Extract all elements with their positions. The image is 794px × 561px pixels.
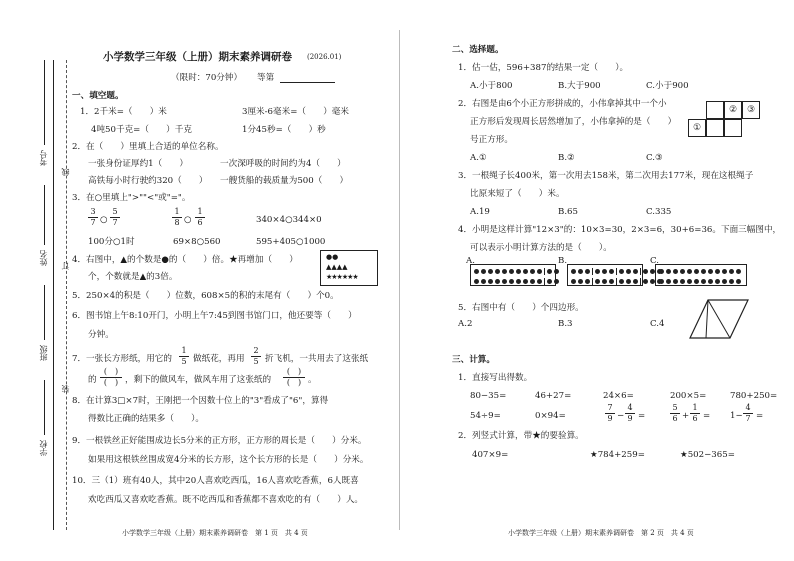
- xingming-field[interactable]: [44, 185, 45, 245]
- page-divider: [399, 30, 400, 530]
- kaohao-field[interactable]: [44, 60, 45, 145]
- k2c: ★502−365=: [680, 450, 735, 460]
- q1c: 4吨50千克=（ ）千克: [91, 125, 192, 135]
- dot: [602, 269, 607, 274]
- side-label-xuexiao: 学校: [39, 440, 48, 456]
- dot: [602, 279, 607, 284]
- k2b: ★784+259=: [590, 450, 645, 460]
- dot-array-c: [655, 264, 747, 286]
- q3-frac-3-7: 3 7: [88, 208, 98, 227]
- dot: [643, 279, 648, 284]
- six-squares-figure: [688, 101, 756, 137]
- q3-frac-5-7: 5 7: [110, 208, 120, 227]
- q3c: 69×8○560: [173, 237, 221, 247]
- section3-heading: 三、计算。: [452, 355, 495, 365]
- q4b: 个，个数就是▲的3倍。: [88, 272, 178, 282]
- c3b: 比原来短了（ ）米。: [470, 189, 565, 199]
- dot: [609, 279, 614, 284]
- page-title: 小学数学三年级（上册）期末素养调研卷: [103, 51, 292, 63]
- q3: 3．在○里填上">""<"或"="。: [72, 193, 191, 203]
- dot: [736, 279, 741, 284]
- q8a: 8．在计算3□×7时，王刚把一个因数十位上的"3"看成了"6"，算得: [72, 396, 329, 406]
- dot: [673, 279, 678, 284]
- dot: [715, 279, 720, 284]
- q1b: 3厘米-6毫米=（ ）毫米: [242, 107, 349, 117]
- q2d: 一艘货船的载质量为500（ ）: [220, 176, 349, 186]
- k1-frac-4-7: 4 7: [743, 404, 753, 423]
- dot: [571, 269, 576, 274]
- q10b: 欢吃西瓜又喜欢吃香蕉。既不吃西瓜和香蕉都不喜欢吃的有（ ）人。: [88, 495, 364, 505]
- c5opt-a: A.2: [458, 319, 473, 329]
- q8b: 得数比正确的结果多（ ）。: [88, 414, 205, 424]
- dot: [571, 279, 576, 284]
- banji-field[interactable]: [44, 285, 45, 340]
- c5: 5．右图中有（ ）个四边形。: [458, 303, 584, 313]
- dot: [585, 279, 590, 284]
- dot: [680, 269, 685, 274]
- q3b: 100分○1时: [88, 237, 135, 247]
- dot: [701, 279, 706, 284]
- c4opt-a: A.: [466, 256, 475, 266]
- dot: [666, 279, 671, 284]
- c5opt-b: B.3: [558, 319, 573, 329]
- time-limit: （限时：70分钟）: [171, 73, 243, 83]
- dot-array-a: [470, 264, 556, 286]
- q3a: 340×4○344×0: [256, 215, 322, 225]
- q4a: 4．右图中，▲的个数是●的（ ）倍。★再增加（ ）: [72, 255, 298, 265]
- k1-frac-5-6: 5 6: [670, 404, 680, 423]
- dot: [502, 269, 507, 274]
- dot: [578, 279, 583, 284]
- k1-r1-3: 200×5=: [670, 391, 707, 401]
- side-label-xian: 线: [61, 168, 70, 176]
- q7a-post: 折飞机，一共用去了这张纸: [265, 354, 369, 364]
- dot: [502, 279, 507, 284]
- dot: [701, 269, 706, 274]
- dot: [694, 269, 699, 274]
- dot: [547, 269, 552, 274]
- q7b-pre: 的: [88, 375, 97, 385]
- square: [706, 101, 724, 119]
- side-label-xingming: 姓名: [39, 250, 48, 266]
- right-footer: 小学数学三年级（上册）期末素养调研卷 第 2 页 共 4 页: [508, 529, 694, 537]
- dot: [530, 279, 535, 284]
- dot: [666, 269, 671, 274]
- dot: [722, 269, 727, 274]
- q3-circle-1[interactable]: ○: [100, 215, 108, 225]
- c1a: A.小于800: [470, 81, 513, 91]
- section1-heading: 一、填空题。: [72, 91, 124, 101]
- dot: [578, 269, 583, 274]
- c3opt-a: A.19: [470, 207, 490, 217]
- c2b: 正方形后发现周长居然增加了，小伟拿掉的是（ ）: [470, 117, 677, 127]
- dot: [495, 279, 500, 284]
- q2: 2．在（ ）里填上合适的单位名称。: [72, 142, 224, 152]
- c1b: B.大于900: [558, 81, 601, 91]
- k1: 1．直接写出得数。: [458, 373, 533, 383]
- dot: [509, 279, 514, 284]
- dot: [609, 269, 614, 274]
- dot: [619, 269, 624, 274]
- q2a: 一张身份证厚约1（ ）: [88, 159, 188, 169]
- q1a: 1．2千米=（ ）米: [80, 107, 167, 117]
- c2c: 号正方形。: [470, 135, 513, 145]
- k2: 2．列竖式计算，带★的要验算。: [458, 431, 584, 441]
- one-minus: 1−: [730, 411, 743, 421]
- dot: [474, 279, 479, 284]
- dot: [722, 279, 727, 284]
- k1-r1-2: 24×6=: [603, 391, 634, 401]
- dot: [626, 269, 631, 274]
- plus-sign: +: [682, 411, 690, 421]
- grade-label: 等第: [257, 73, 275, 83]
- equals-sign: =: [638, 411, 646, 421]
- q7-frac-2-5: 2 5: [251, 347, 261, 366]
- k1-r1-4: 780+250=: [730, 391, 778, 401]
- c3opt-b: B.65: [558, 207, 578, 217]
- c4b: 可以表示小明计算方法的是（ ）。: [470, 243, 612, 253]
- dot: [481, 279, 486, 284]
- k1-r1-0: 80−35=: [470, 391, 507, 401]
- dot: [509, 269, 514, 274]
- dot: [687, 279, 692, 284]
- c3opt-c: C.335: [646, 207, 672, 217]
- square: [724, 119, 742, 137]
- q3-circle-2[interactable]: ○: [184, 215, 192, 225]
- c2opt-c: C.③: [646, 153, 663, 163]
- dot: [554, 269, 559, 274]
- k1-r2-1: 0×94=: [535, 411, 566, 421]
- dot: [694, 279, 699, 284]
- dot: [736, 269, 741, 274]
- dot: [537, 279, 542, 284]
- dot: [530, 269, 535, 274]
- q9b: 如果用这根铁丝围成宽4分米的长方形，这个长方形的长是（ ）分米。: [88, 455, 369, 465]
- dot: [595, 279, 600, 284]
- exam-date: (2026.01): [307, 53, 342, 61]
- c1: 1．估一估，596+387的结果一定（ ）。: [458, 63, 629, 73]
- dot: [554, 279, 559, 284]
- dot: [516, 269, 521, 274]
- side-label-kaohao: 考号: [39, 150, 48, 166]
- dot: [488, 269, 493, 274]
- c4opt-c: C.: [650, 256, 660, 266]
- circle-icon-row: ●●: [326, 253, 339, 261]
- equals-sign: =: [703, 411, 711, 421]
- q1d: 1分45秒=（ ）秒: [242, 125, 326, 135]
- square: [706, 119, 724, 137]
- dot: [643, 269, 648, 274]
- side-label-ding: 订: [61, 262, 70, 270]
- dot: [474, 269, 479, 274]
- dot: [659, 279, 664, 284]
- dot: [687, 269, 692, 274]
- k1-r1-1: 46+27=: [535, 391, 572, 401]
- k1-frac-1-6: 1 6: [690, 404, 700, 423]
- q7b-mid: ，剩下的做风车，做风车用了这张纸的: [125, 375, 272, 385]
- k1-r2-0: 54÷9=: [470, 411, 501, 421]
- dot: [585, 269, 590, 274]
- dot: [633, 269, 638, 274]
- c2opt-b: B.②: [558, 153, 575, 163]
- dot: [680, 279, 685, 284]
- dot: [729, 279, 734, 284]
- q3-frac-1-6: 1 6: [195, 208, 205, 227]
- square-3: ③: [742, 101, 760, 119]
- dot: [633, 279, 638, 284]
- k1-frac-4-9: 4 9: [625, 404, 635, 423]
- left-footer: 小学数学三年级（上册）期末素养调研卷 第 1 页 共 4 页: [122, 529, 308, 537]
- dot: [708, 279, 713, 284]
- minus-sign: −: [617, 411, 625, 421]
- c4opt-b: B.: [558, 256, 568, 266]
- q2c: 高铁每小时行驶约320（ ）: [88, 176, 208, 186]
- q9a: 9．一根铁丝正好能围成边长5分米的正方形，正方形的周长是（ ）分米。: [72, 436, 367, 446]
- dot: [595, 269, 600, 274]
- c3a: 3．一根绳子长400米，第一次用去158米，第二次用去177米，现在这根绳子: [458, 171, 754, 181]
- q7-blank-frac-1[interactable]: ( ) ( ): [99, 368, 123, 387]
- k1-frac-7-9a: 7 9: [605, 404, 615, 423]
- q6b: 分钟。: [88, 330, 114, 340]
- q5: 5．250×4的积是（ ）位数，608×5的积的末尾有（ ）个0。: [72, 291, 339, 301]
- dot: [619, 279, 624, 284]
- dot: [523, 269, 528, 274]
- q7a-pre: 7．一张长方形纸，用它的: [72, 354, 172, 364]
- side-label-banji: 班级: [39, 345, 48, 361]
- dot-array-b: [567, 264, 643, 286]
- q7a-mid: 做纸花，再用: [193, 354, 245, 364]
- c5opt-c: C.4: [650, 319, 665, 329]
- q3-frac-1-8: 1 8: [172, 208, 182, 227]
- q10a: 10．三（1）班有40人，其中20人喜欢吃西瓜，16人喜欢吃香蕉，6人既喜: [72, 476, 359, 486]
- quadrilateral-figure: [688, 298, 750, 340]
- dot: [708, 269, 713, 274]
- dot: [729, 269, 734, 274]
- k2a: 407×9=: [472, 450, 509, 460]
- c2opt-a: A.①: [470, 153, 487, 163]
- square-2: ②: [724, 101, 742, 119]
- dot: [523, 279, 528, 284]
- q2b: 一次深呼吸的时间约为4（ ）: [220, 159, 346, 169]
- equals-sign: =: [756, 411, 764, 421]
- dot: [715, 269, 720, 274]
- dot: [481, 269, 486, 274]
- side-label-zhuang: 装: [61, 385, 70, 393]
- dot: [488, 279, 493, 284]
- dot: [626, 279, 631, 284]
- q7-frac-1-5: 1 5: [179, 347, 189, 366]
- q7-blank-frac-2[interactable]: ( ) ( ): [282, 368, 306, 387]
- c2a: 2．右图是由6个小正方形拼成的，小伟拿掉其中一个小: [458, 99, 667, 109]
- grade-field[interactable]: [280, 82, 335, 83]
- q6a: 6．图书馆上午8:10开门，小明上午7:45到图书馆门口，他还要等（ ）: [72, 311, 357, 321]
- shapes-figure: [320, 250, 378, 286]
- star-icon-row: ★★★★★★: [326, 273, 358, 281]
- dot: [673, 269, 678, 274]
- sidebar-binding-line: [53, 60, 54, 530]
- xuexiao-field[interactable]: [44, 380, 45, 435]
- dot: [537, 269, 542, 274]
- dot: [659, 269, 664, 274]
- q3d: 595+405○1000: [256, 237, 326, 247]
- dot: [516, 279, 521, 284]
- dot: [547, 279, 552, 284]
- dot: [495, 269, 500, 274]
- q7b-post: 。: [308, 375, 317, 385]
- triangle-icon-row: ▲▲▲▲: [326, 263, 348, 271]
- square-1: ①: [688, 119, 706, 137]
- binding-dashed-line: [66, 60, 67, 530]
- c4a: 4．小明是这样计算"12×3"的：10×3=30，2×3=6，30+6=36。下面三幅图中，: [458, 225, 782, 235]
- section2-heading: 二、选择题。: [452, 45, 504, 55]
- c1c: C.小于900: [646, 81, 689, 91]
